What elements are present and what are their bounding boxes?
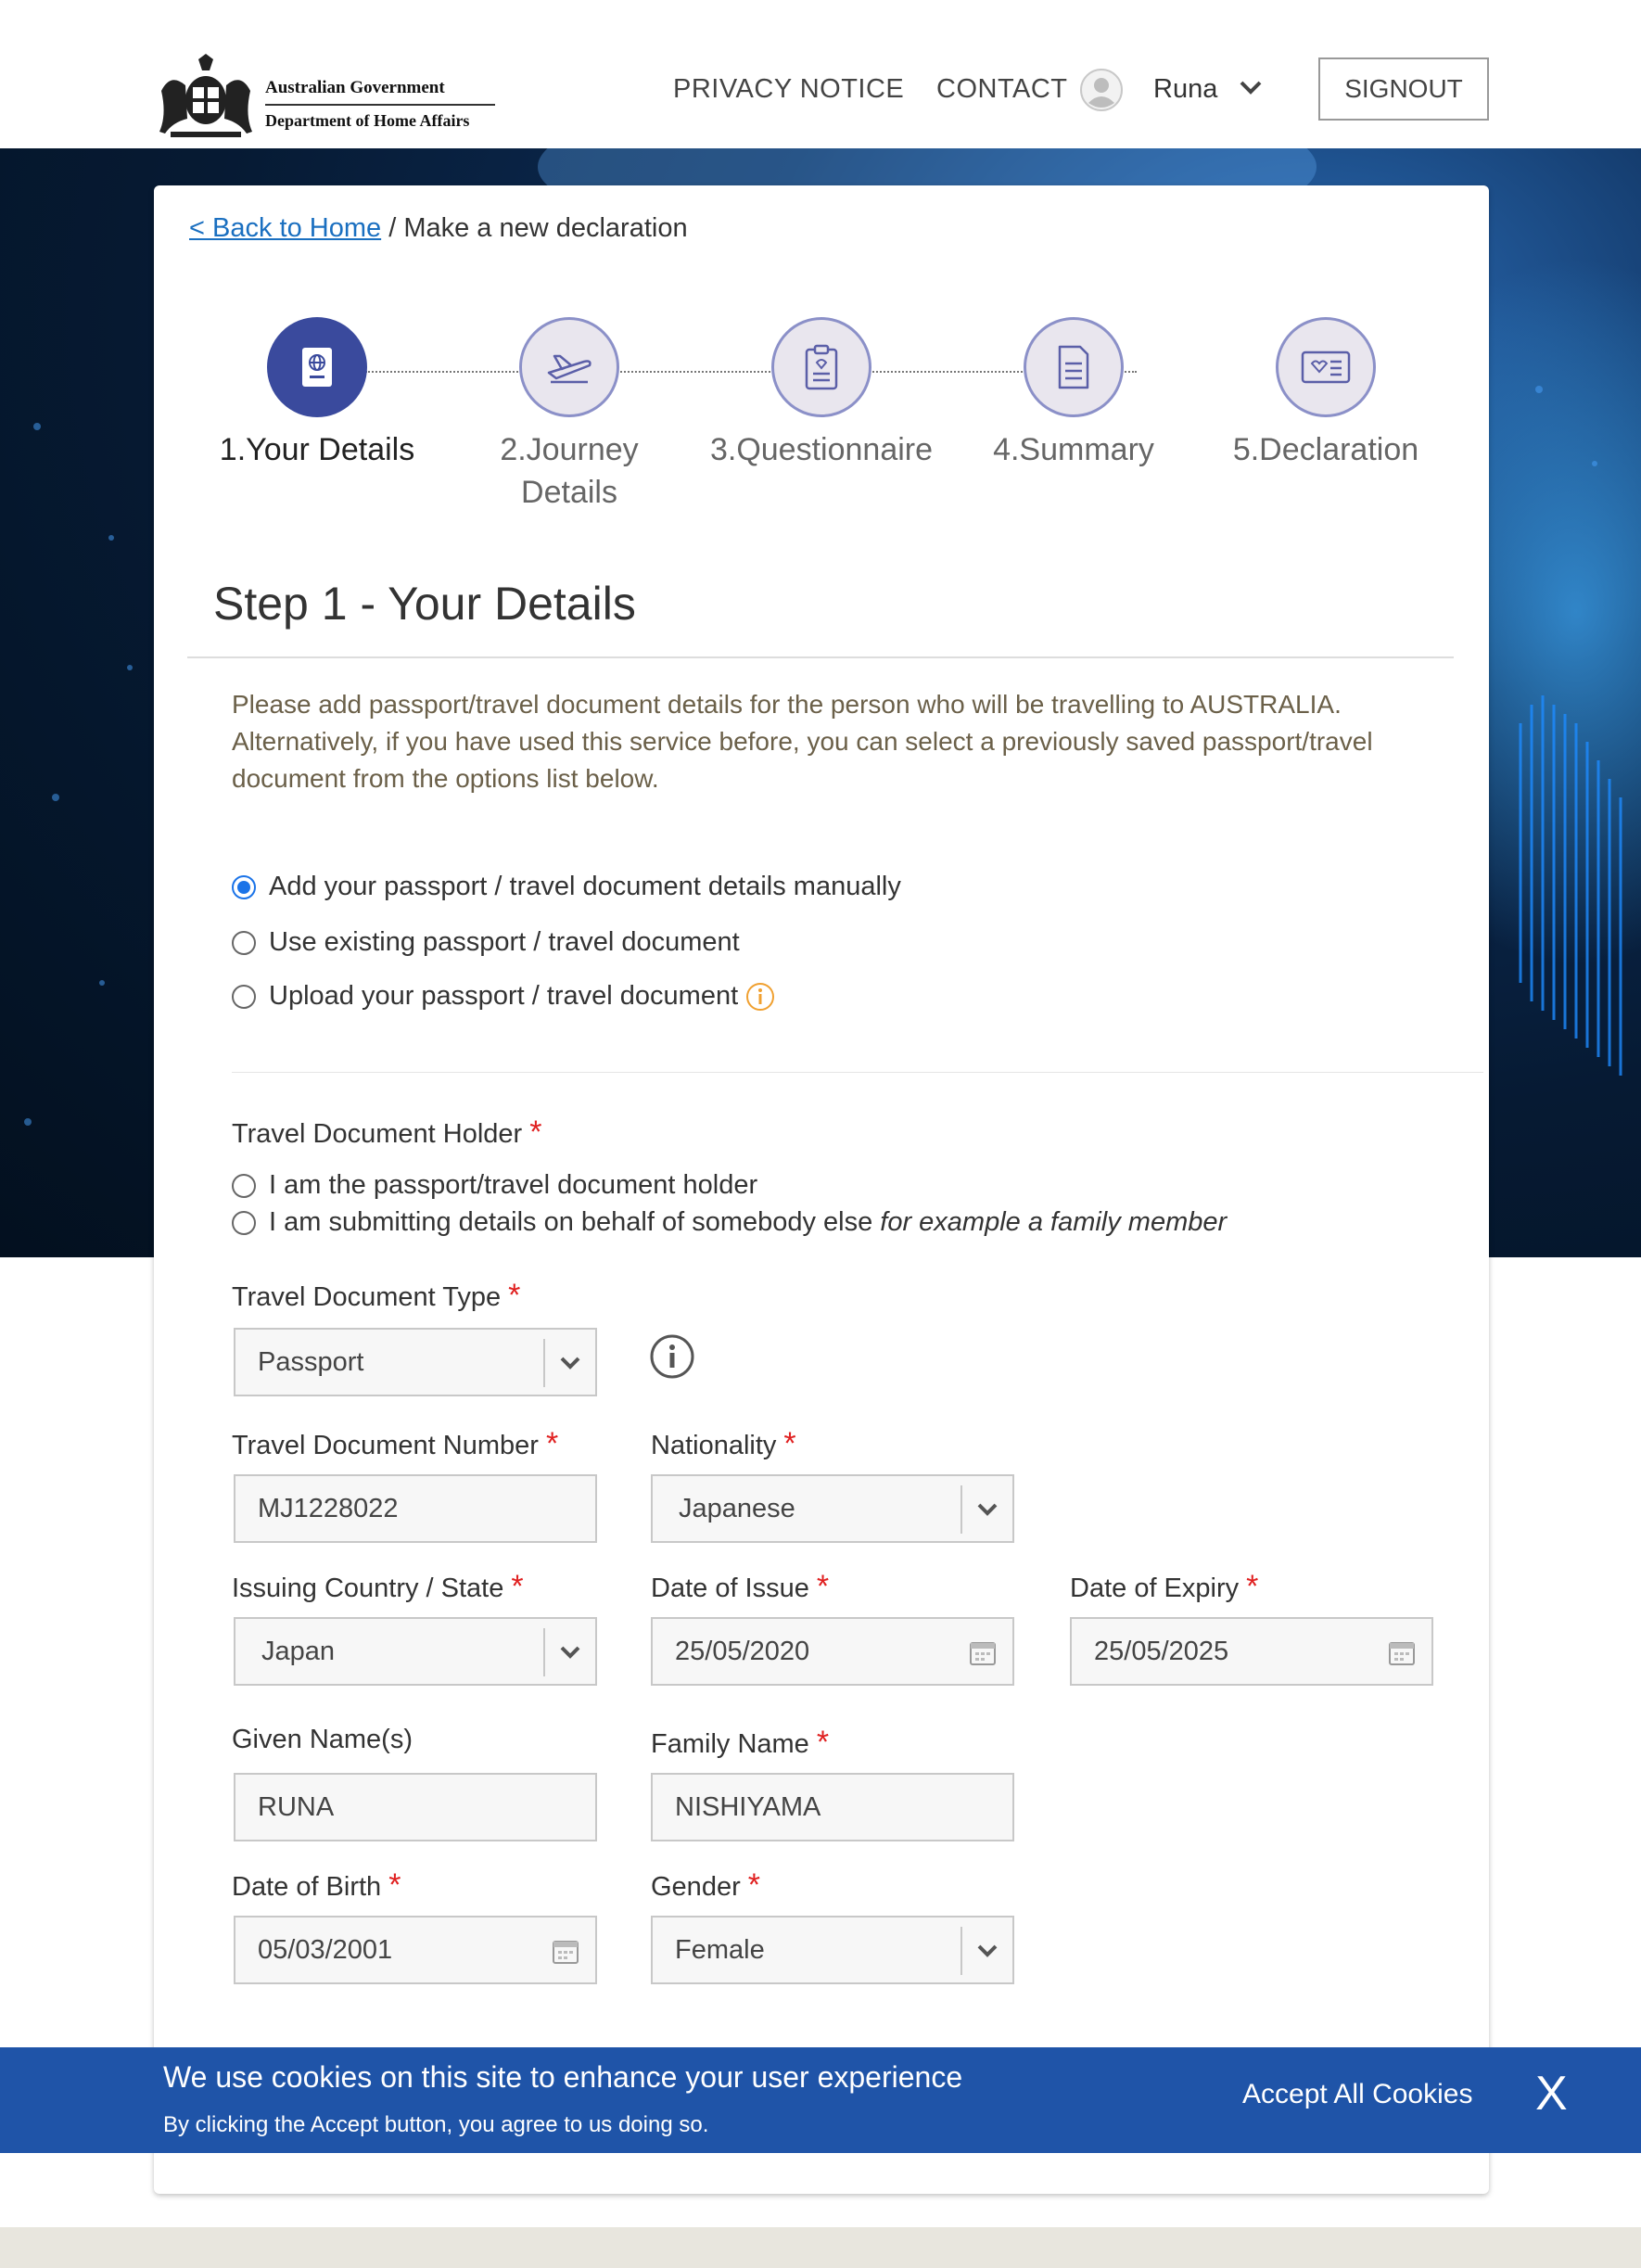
required-mark: *	[816, 1725, 830, 1760]
step-4-label[interactable]: 4.Summary	[993, 432, 1154, 467]
back-to-home-link[interactable]: < Back to Home	[189, 213, 382, 243]
radio-holder-self-control[interactable]	[232, 1174, 256, 1198]
nationality-label	[651, 1426, 796, 1462]
logo-line-government: Australian Government	[265, 78, 445, 97]
contact-link[interactable]: CONTACT	[936, 74, 1068, 104]
radio-use-existing-label: Use existing passport / travel document	[269, 927, 740, 957]
step-2-circle[interactable]	[519, 317, 619, 417]
doc-number-value: MJ1228022	[258, 1493, 399, 1523]
doc-type-value: Passport	[258, 1346, 364, 1377]
given-names-value: RUNA	[258, 1791, 335, 1822]
radio-use-existing-control[interactable]	[232, 931, 256, 955]
airplane-icon	[545, 349, 593, 386]
step-1-label[interactable]: 1.Your Details	[219, 432, 415, 467]
select-divider	[543, 1628, 545, 1676]
logo-line-department: Department of Home Affairs	[265, 111, 470, 130]
date-of-expiry-value: 25/05/2025	[1094, 1636, 1229, 1666]
select-divider	[960, 1927, 962, 1975]
doc-type-label	[232, 1278, 520, 1314]
given-names-input[interactable]	[234, 1773, 597, 1841]
radio-add-manually-control[interactable]	[232, 875, 256, 899]
date-of-birth-label	[232, 1867, 401, 1904]
family-name-label	[651, 1725, 829, 1761]
stepper-connector	[365, 371, 1137, 373]
calendar-icon[interactable]	[1387, 1637, 1417, 1667]
date-of-birth-label-text: Date of Birth	[232, 1872, 382, 1902]
radio-holder-self[interactable]	[232, 1170, 757, 1201]
nationality-value: Japanese	[679, 1493, 795, 1523]
chevron-down-icon	[977, 1502, 998, 1517]
gender-value: Female	[675, 1934, 765, 1965]
doc-number-input[interactable]	[234, 1474, 597, 1543]
step-5-label[interactable]: 5.Declaration	[1232, 432, 1419, 467]
date-of-issue-label-text: Date of Issue	[651, 1574, 809, 1603]
breadcrumb-separator: /	[388, 213, 397, 243]
intro-text: Please add passport/travel document details for the person who will be travelling to AUSTRALIA. Alternatively, if you have used this service before, you can select a previously saved passport/travel document from the options list below.	[232, 690, 1373, 793]
date-of-expiry-label	[1070, 1569, 1258, 1605]
step-5-circle[interactable]	[1276, 317, 1376, 417]
step-1-circle[interactable]	[267, 317, 367, 417]
date-of-issue-label	[651, 1569, 829, 1605]
gender-label	[651, 1867, 760, 1904]
page-title: Step 1 - Your Details	[213, 578, 636, 630]
section-divider	[232, 1072, 1483, 1073]
doc-type-label-text: Travel Document Type	[232, 1282, 502, 1312]
doc-number-label	[232, 1426, 558, 1462]
cookie-subtitle: By clicking the Accept button, you agree to us doing so.	[163, 2112, 709, 2137]
date-of-expiry-input[interactable]	[1070, 1617, 1433, 1686]
logo-divider	[265, 104, 495, 106]
gender-label-text: Gender	[651, 1872, 741, 1902]
chevron-down-icon	[560, 1356, 580, 1370]
government-logo[interactable]	[152, 54, 504, 139]
cookie-banner	[0, 2047, 1641, 2153]
site-header	[0, 0, 1641, 148]
footer-strip	[0, 2227, 1641, 2268]
radio-add-manually[interactable]	[232, 872, 901, 902]
required-mark: *	[508, 1278, 521, 1313]
holder-label-text: Travel Document Holder	[232, 1119, 523, 1149]
nationality-select[interactable]	[651, 1474, 1014, 1543]
issuing-country-label-text: Issuing Country / State	[232, 1574, 504, 1603]
passport-icon	[299, 346, 336, 389]
date-of-expiry-label-text: Date of Expiry	[1070, 1574, 1240, 1603]
breadcrumb	[189, 213, 688, 244]
required-mark: *	[388, 1867, 401, 1903]
date-of-issue-input[interactable]	[651, 1617, 1014, 1686]
required-mark: *	[545, 1426, 559, 1461]
radio-holder-behalf-example: for example a family member	[880, 1207, 1228, 1237]
signout-button[interactable]: SIGNOUT	[1318, 57, 1489, 121]
required-mark: *	[747, 1867, 760, 1903]
family-name-input[interactable]	[651, 1773, 1014, 1841]
user-avatar-icon[interactable]	[1079, 68, 1124, 112]
chevron-down-icon	[560, 1645, 580, 1660]
required-mark: *	[816, 1569, 830, 1604]
document-icon	[1056, 345, 1091, 389]
user-name[interactable]: Runa	[1153, 74, 1218, 104]
holder-label	[232, 1115, 541, 1151]
radio-holder-behalf-control[interactable]	[232, 1211, 256, 1235]
required-mark: *	[1246, 1569, 1259, 1604]
radio-upload[interactable]	[232, 981, 775, 1012]
radio-holder-behalf-label: I am submitting details on behalf of somebody else	[269, 1207, 873, 1237]
radio-holder-self-label: I am the passport/travel document holder	[269, 1170, 758, 1200]
step-4-circle[interactable]	[1024, 317, 1124, 417]
accept-cookies-button[interactable]: Accept All Cookies	[1242, 2079, 1473, 2109]
upload-info-icon[interactable]	[745, 982, 775, 1012]
radio-use-existing[interactable]	[232, 927, 740, 958]
coat-of-arms-icon	[152, 54, 260, 139]
given-names-label-text: Given Name(s)	[232, 1725, 413, 1754]
select-divider	[543, 1339, 545, 1387]
step-3-label[interactable]: 3.Questionnaire	[709, 432, 934, 467]
user-menu-chevron-down-icon[interactable]	[1239, 78, 1263, 96]
required-mark: *	[783, 1426, 796, 1461]
required-mark: *	[529, 1115, 542, 1150]
select-divider	[960, 1485, 962, 1534]
radio-upload-label: Upload your passport / travel document	[269, 981, 739, 1011]
doc-type-info-icon[interactable]	[649, 1333, 695, 1380]
radio-upload-control[interactable]	[232, 985, 256, 1009]
calendar-icon[interactable]	[551, 1936, 580, 1966]
nationality-label-text: Nationality	[651, 1431, 777, 1460]
date-of-birth-input[interactable]	[234, 1916, 597, 1984]
declaration-card	[154, 185, 1489, 2194]
family-name-label-text: Family Name	[651, 1729, 809, 1759]
doc-type-select[interactable]	[234, 1328, 597, 1396]
given-names-label	[232, 1725, 413, 1755]
calendar-icon[interactable]	[968, 1637, 998, 1667]
step-3-circle[interactable]	[771, 317, 871, 417]
cookie-close-button[interactable]: X	[1535, 2067, 1568, 2121]
radio-add-manually-label: Add your passport / travel document details manually	[269, 872, 901, 901]
doc-number-label-text: Travel Document Number	[232, 1431, 539, 1460]
breadcrumb-current: Make a new declaration	[403, 213, 688, 243]
date-of-birth-value: 05/03/2001	[258, 1934, 393, 1965]
privacy-notice-link[interactable]: PRIVACY NOTICE	[673, 74, 905, 104]
date-of-issue-value: 25/05/2020	[675, 1636, 810, 1666]
title-divider	[187, 656, 1454, 658]
issuing-country-value: Japan	[261, 1636, 336, 1666]
cookie-title: We use cookies on this site to enhance your user experience	[163, 2060, 963, 2094]
family-name-value: NISHIYAMA	[675, 1791, 821, 1822]
chevron-down-icon	[977, 1943, 998, 1958]
issuing-country-label	[232, 1569, 524, 1605]
required-mark: *	[511, 1569, 524, 1604]
issuing-country-select[interactable]	[234, 1617, 597, 1686]
clipboard-icon	[803, 344, 840, 390]
declaration-card-icon	[1301, 349, 1351, 386]
step-2-label[interactable]: 2.Journey Details	[500, 432, 639, 510]
gender-select[interactable]	[651, 1916, 1014, 1984]
radio-holder-behalf[interactable]	[232, 1207, 1227, 1238]
